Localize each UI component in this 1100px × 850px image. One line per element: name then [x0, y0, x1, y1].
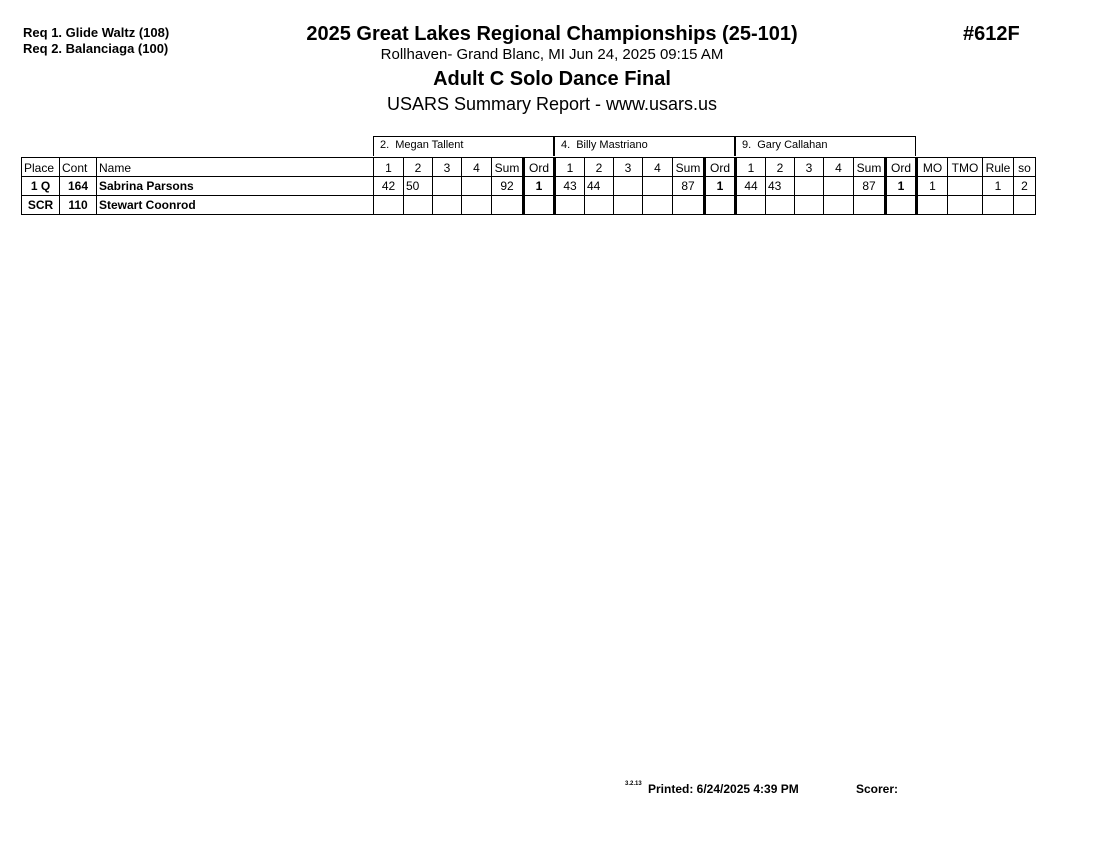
cell-mark [766, 196, 795, 215]
requirement-text: Balanciaga (100) [65, 41, 169, 56]
cell-ord: 1 [705, 177, 736, 196]
header-row [22, 158, 1036, 177]
requirement-number: 1. [51, 25, 63, 40]
col-place: Place [22, 158, 60, 177]
col-name: Name [97, 158, 374, 177]
cell-ord [524, 196, 555, 215]
col-rule: Rule [983, 158, 1014, 177]
judge-header-2 [554, 136, 735, 156]
requirement-2 [23, 41, 168, 56]
cell-mark [824, 196, 854, 215]
judge-name: Megan Tallent [395, 139, 464, 151]
table-row [22, 196, 1036, 215]
col-mark-4: 4 [824, 158, 854, 177]
col-mark-4: 4 [643, 158, 673, 177]
cell-sum [854, 196, 886, 215]
cell-mark: 50 [404, 177, 433, 196]
col-sum: Sum [854, 158, 886, 177]
event-number: #612F [963, 23, 1020, 45]
col-mark-2: 2 [766, 158, 795, 177]
cell-sum: 92 [492, 177, 524, 196]
judge-number: 2. [380, 139, 390, 151]
cell-mo: 1 [917, 177, 948, 196]
judge-name: Gary Callahan [757, 139, 828, 151]
cell-mark [462, 196, 492, 215]
cell-so: 2 [1014, 177, 1036, 196]
cell-sum [673, 196, 705, 215]
competition-title: 2025 Great Lakes Regional Championships (25-101) [306, 23, 798, 45]
cell-mark: 42 [374, 177, 404, 196]
col-mark-1: 1 [374, 158, 404, 177]
cell-mark [795, 177, 824, 196]
requirement-number: 2. [51, 41, 63, 56]
cell-mark [643, 177, 673, 196]
cell-mark: 44 [585, 177, 614, 196]
cell-tmo [948, 177, 983, 196]
col-so: so [1014, 158, 1036, 177]
cell-sum: 87 [854, 177, 886, 196]
col-sum: Sum [673, 158, 705, 177]
cell-mark [736, 196, 766, 215]
cell-mark [585, 196, 614, 215]
col-mark-3: 3 [433, 158, 462, 177]
judge-header-1 [373, 136, 554, 156]
cell-mark: 43 [766, 177, 795, 196]
cell-so [1014, 196, 1036, 215]
judge-number: 4. [561, 139, 571, 151]
col-tmo: TMO [948, 158, 983, 177]
cell-place: SCR [22, 196, 60, 215]
cell-mark [374, 196, 404, 215]
cell-ord [886, 196, 917, 215]
col-ord: Ord [705, 158, 736, 177]
cell-tmo [948, 196, 983, 215]
cell-sum: 87 [673, 177, 705, 196]
table-row [22, 177, 1036, 196]
report-header [200, 22, 904, 116]
cell-mark [404, 196, 433, 215]
cell-sum [492, 196, 524, 215]
requirement-label: Req [23, 25, 48, 40]
judge-name: Billy Mastriano [576, 139, 648, 151]
col-mark-1: 1 [555, 158, 585, 177]
col-sum: Sum [492, 158, 524, 177]
cell-mark: 43 [555, 177, 585, 196]
cell-place: 1 Q [22, 177, 60, 196]
cell-mark [555, 196, 585, 215]
report-title: USARS Summary Report - www.usars.us [386, 94, 718, 114]
cell-name: Stewart Coonrod [97, 196, 374, 215]
scorer-label: Scorer: [856, 782, 899, 796]
col-mark-2: 2 [404, 158, 433, 177]
cell-mark [462, 177, 492, 196]
col-ord: Ord [524, 158, 555, 177]
printed-timestamp: Printed: 6/24/2025 4:39 PM [648, 782, 799, 796]
col-mo: MO [917, 158, 948, 177]
cell-mark [614, 196, 643, 215]
cell-mark [433, 196, 462, 215]
cell-mo [917, 196, 948, 215]
cell-name: Sabrina Parsons [97, 177, 374, 196]
col-mark-3: 3 [795, 158, 824, 177]
judge-number: 9. [742, 139, 752, 151]
col-mark-4: 4 [462, 158, 492, 177]
col-mark-3: 3 [614, 158, 643, 177]
cell-mark [824, 177, 854, 196]
cell-ord: 1 [524, 177, 555, 196]
col-mark-2: 2 [585, 158, 614, 177]
cell-mark: 44 [736, 177, 766, 196]
requirement-label: Req [23, 41, 48, 56]
cell-cont: 164 [60, 177, 97, 196]
cell-ord: 1 [886, 177, 917, 196]
cell-rule: 1 [983, 177, 1014, 196]
software-version: 3.2.13 [625, 781, 642, 787]
cell-ord [705, 196, 736, 215]
cell-rule [983, 196, 1014, 215]
cell-cont: 110 [60, 196, 97, 215]
cell-mark [614, 177, 643, 196]
results-table [21, 157, 1036, 215]
competition-location: Rollhaven- Grand Blanc, MI Jun 24, 2025 09:15 AM [380, 46, 724, 63]
col-ord: Ord [886, 158, 917, 177]
cell-mark [643, 196, 673, 215]
requirement-text: Glide Waltz (108) [65, 25, 170, 40]
cell-mark [795, 196, 824, 215]
cell-mark [433, 177, 462, 196]
col-mark-1: 1 [736, 158, 766, 177]
judge-header-3 [735, 136, 916, 156]
requirement-1 [23, 25, 169, 40]
col-cont: Cont [60, 158, 97, 177]
event-name: Adult C Solo Dance Final [433, 68, 671, 90]
